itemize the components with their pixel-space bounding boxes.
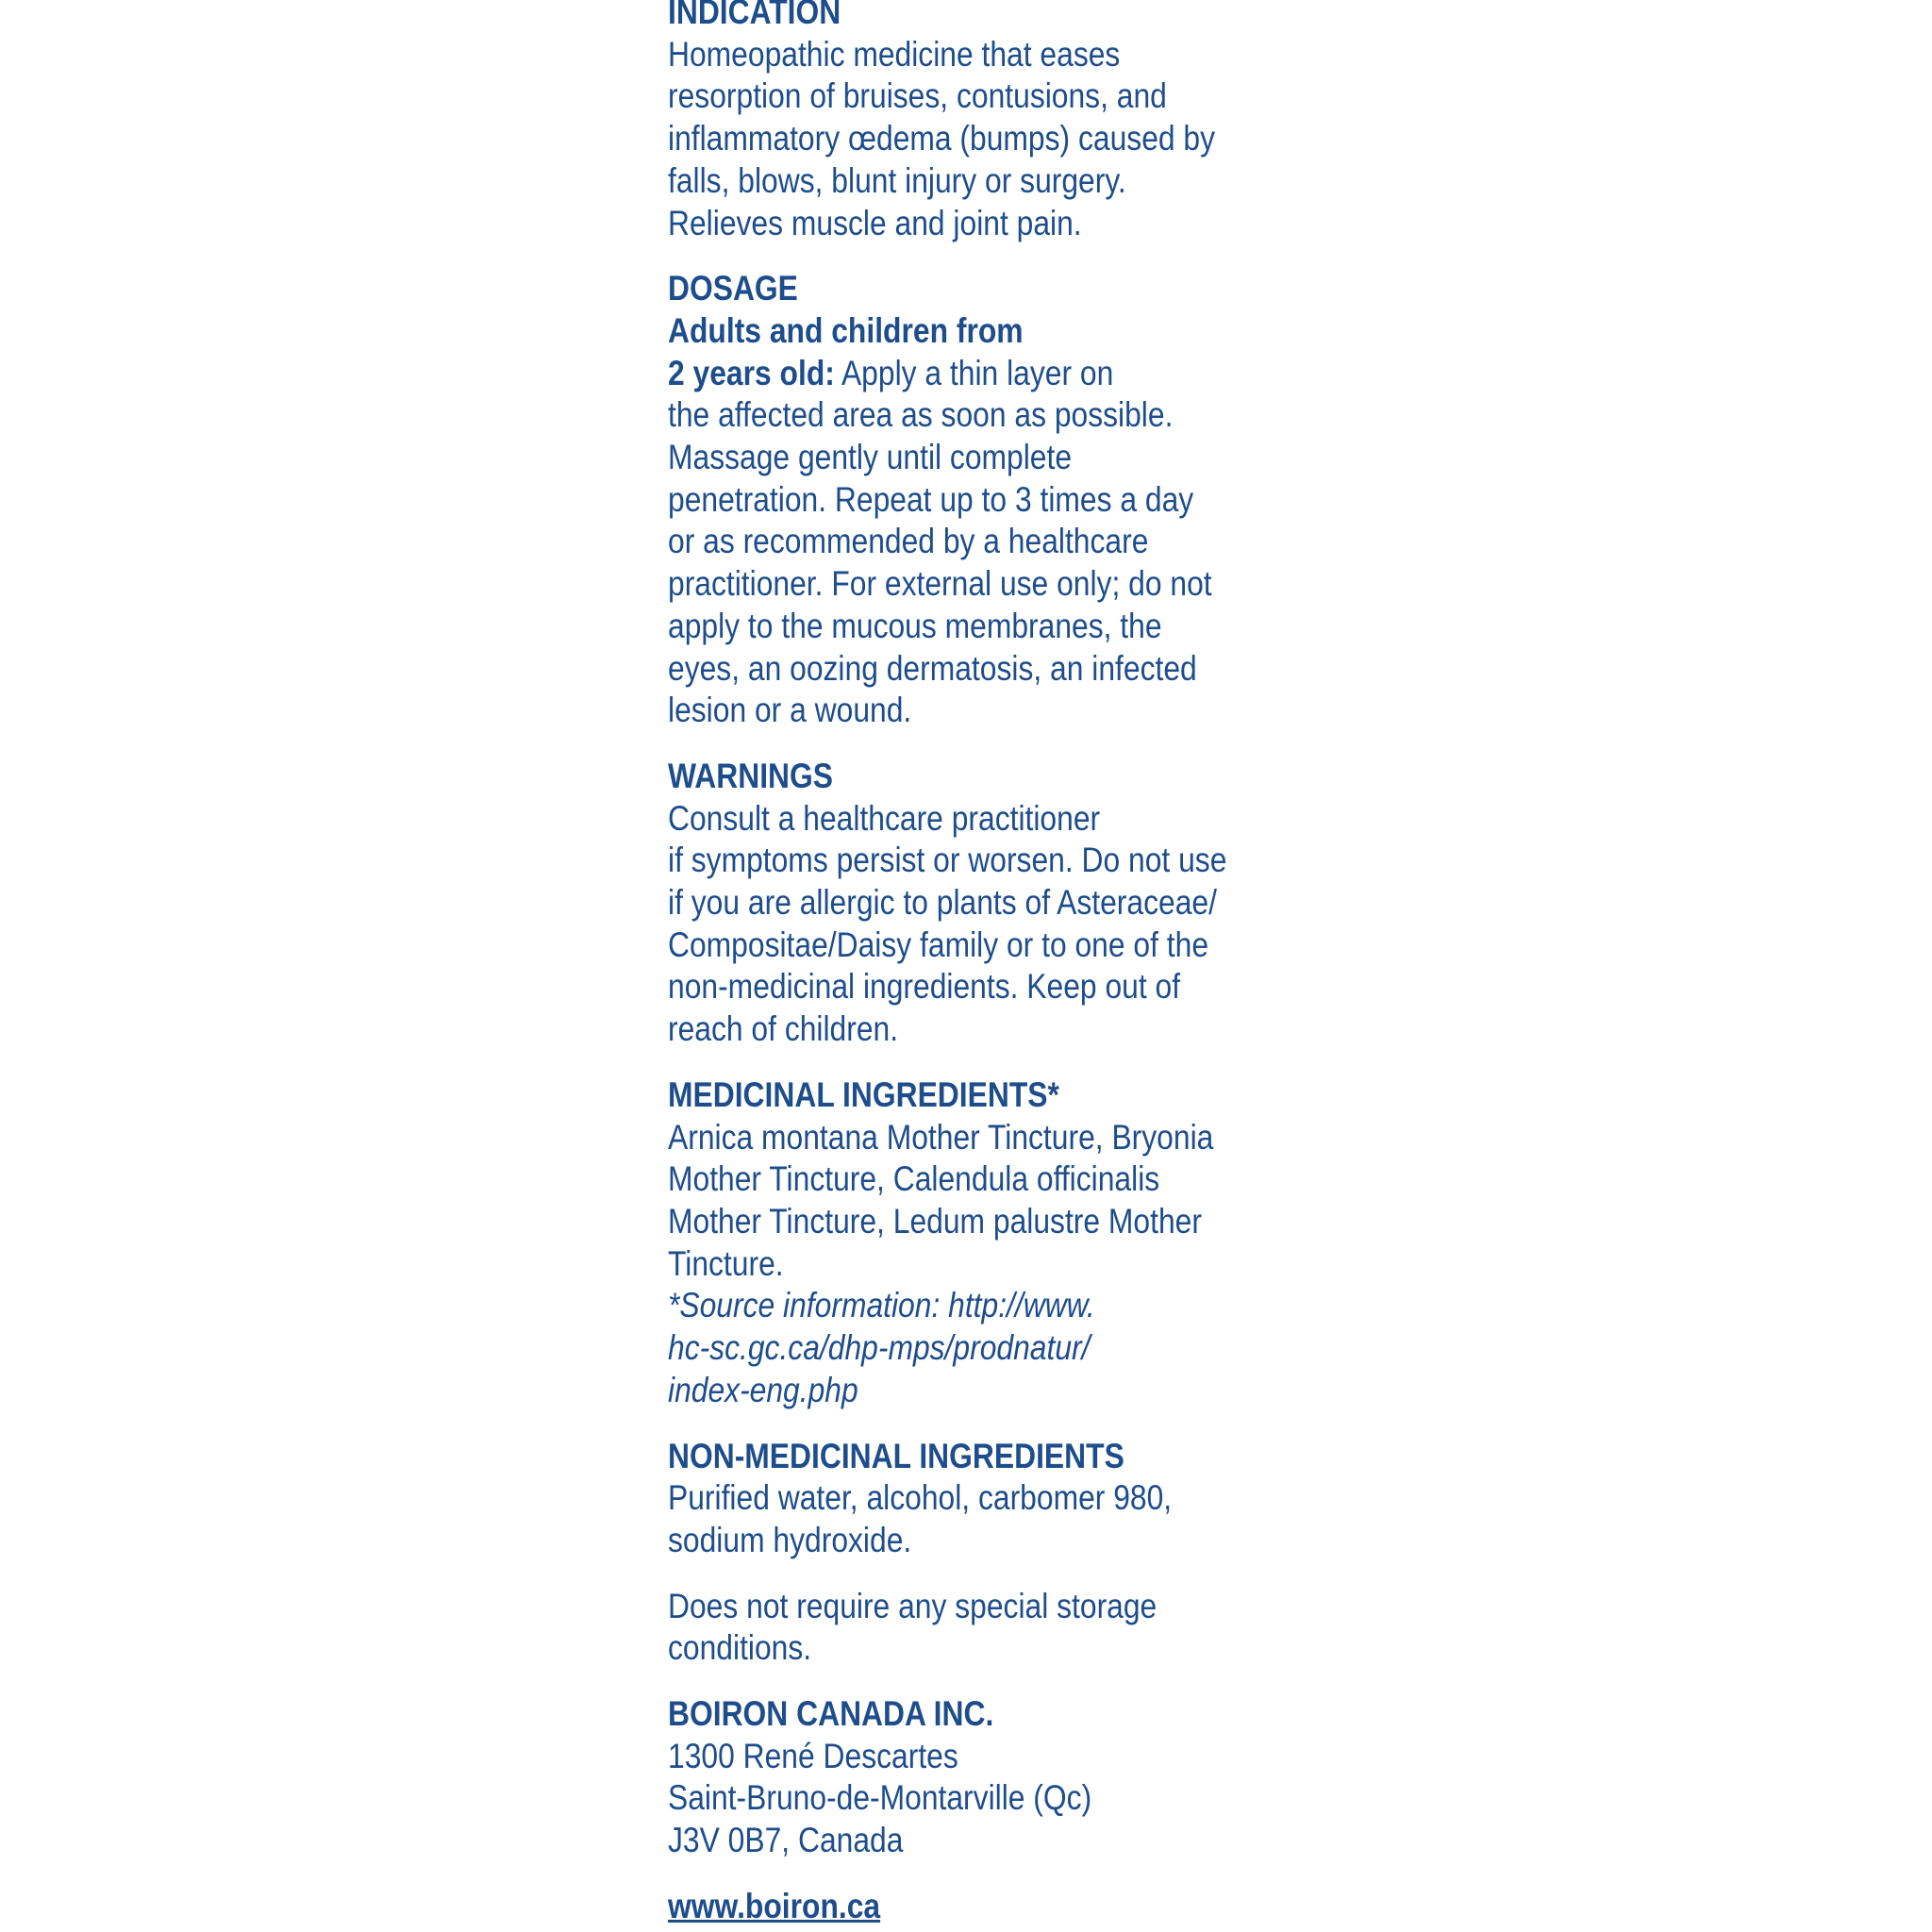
indication-section xyxy=(668,0,1220,244)
dosage-section xyxy=(668,268,1220,732)
company-address-line: Saint-Bruno-de-Montarville (Qc) xyxy=(668,1778,1092,1818)
dosage-line: Massage gently until complete xyxy=(668,438,1073,477)
non-medicinal-ingredients-heading: NON-MEDICINAL INGREDIENTS xyxy=(668,1436,1124,1475)
indication-line: inflammatory œdema (bumps) caused by xyxy=(668,119,1216,158)
medicinal-ingredients-section xyxy=(668,1074,1220,1412)
storage-line: conditions. xyxy=(668,1628,812,1668)
non-medicinal-ingredients-section xyxy=(668,1436,1220,1562)
warnings-line: if symptoms persist or worsen. Do not use xyxy=(668,841,1227,880)
company-name: BOIRON CANADA INC. xyxy=(668,1694,994,1734)
warnings-line: non-medicinal ingredients. Keep out of xyxy=(668,967,1181,1007)
medicinal-ingredients-line: Arnica montana Mother Tincture, Bryonia xyxy=(668,1117,1214,1157)
dosage-line: or as recommended by a healthcare xyxy=(668,522,1149,561)
dosage-lead-line xyxy=(668,353,1220,395)
medicinal-ingredients-heading: MEDICINAL INGREDIENTS* xyxy=(668,1074,1059,1114)
warnings-line: Consult a healthcare practitioner xyxy=(668,798,1101,838)
dosage-line: apply to the mucous membranes, the xyxy=(668,606,1162,645)
warnings-line: reach of children. xyxy=(668,1009,899,1049)
company-address-line: 1300 René Descartes xyxy=(668,1736,958,1775)
storage-line: Does not require any special storage xyxy=(668,1586,1158,1625)
medicinal-ingredients-line: Mother Tincture, Ledum palustre Mother xyxy=(668,1201,1202,1241)
warnings-heading: WARNINGS xyxy=(668,756,834,795)
warnings-line: if you are allergic to plants of Asteraceae/ xyxy=(668,883,1217,923)
product-label-text xyxy=(668,0,1227,1928)
company-section xyxy=(668,1693,1220,1862)
indication-line: falls, blows, blunt injury or surgery. xyxy=(668,160,1126,200)
website-link[interactable]: www.boiron.ca xyxy=(668,1886,881,1925)
storage-section xyxy=(668,1586,1220,1670)
medicinal-ingredients-line: Mother Tincture, Calendula officinalis xyxy=(668,1159,1160,1199)
dosage-line: lesion or a wound. xyxy=(668,691,912,730)
non-medicinal-ingredients-line: sodium hydroxide. xyxy=(668,1520,912,1559)
indication-line: Relieves muscle and joint pain. xyxy=(668,203,1082,242)
dosage-heading: DOSAGE xyxy=(668,269,798,308)
dosage-age-label: 2 years old: xyxy=(668,353,835,392)
warnings-section xyxy=(668,756,1227,1051)
source-info-line: hc-sc.gc.ca/dhp-mps/prodnatur/ xyxy=(668,1328,1091,1368)
dosage-lead-text: Apply a thin layer on xyxy=(834,353,1114,392)
source-info-line: *Source information: http://www. xyxy=(668,1286,1095,1325)
dosage-line: eyes, an oozing dermatosis, an infected xyxy=(668,648,1197,688)
company-address-line: J3V 0B7, Canada xyxy=(668,1821,904,1860)
indication-line: Homeopathic medicine that eases xyxy=(668,34,1121,74)
indication-heading: INDICATION xyxy=(668,0,841,31)
indication-line: resorption of bruises, contusions, and xyxy=(668,76,1167,116)
medicinal-ingredients-line: Tincture. xyxy=(668,1243,784,1283)
dosage-subheading: Adults and children from xyxy=(668,310,1024,350)
non-medicinal-ingredients-line: Purified water, alcohol, carbomer 980, xyxy=(668,1478,1173,1518)
dosage-line: penetration. Repeat up to 3 times a day xyxy=(668,479,1194,519)
dosage-line: the affected area as soon as possible. xyxy=(668,395,1174,435)
dosage-line: practitioner. For external use only; do not xyxy=(668,564,1212,604)
warnings-line: Compositae/Daisy family or to one of the xyxy=(668,924,1209,964)
source-info-line: index-eng.php xyxy=(668,1370,858,1409)
